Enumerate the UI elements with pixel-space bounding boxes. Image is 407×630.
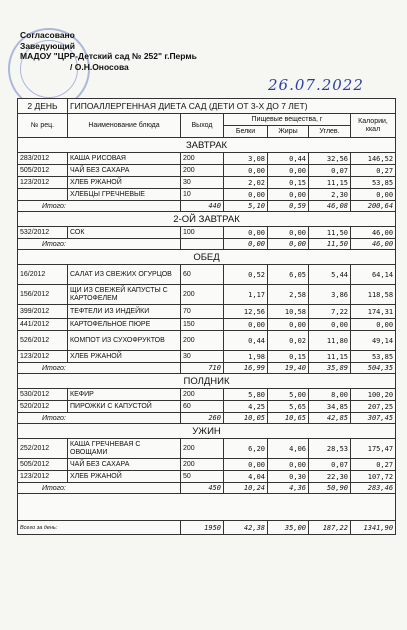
total-fat: 0,00 — [268, 239, 309, 250]
table-row — [18, 265, 396, 285]
dish-name: ХЛЕБ РЖАНОЙ — [68, 177, 181, 189]
fat-value: 2,58 — [268, 285, 309, 305]
total-output — [181, 239, 224, 250]
table-row — [18, 439, 396, 459]
approval-line1: Согласовано — [20, 30, 75, 40]
total-fat: 19,40 — [268, 363, 309, 374]
total-calories: 504,35 — [351, 363, 396, 374]
calories-value: 0,27 — [351, 459, 396, 471]
calories-value: 175,47 — [351, 439, 396, 459]
fat-value: 5,00 — [268, 389, 309, 401]
grand-total-fat: 35,00 — [268, 521, 309, 535]
col-name-header: Наименование блюда — [68, 114, 181, 138]
dish-output: 200 — [181, 331, 224, 351]
fat-value: 0,00 — [268, 227, 309, 239]
table-row — [18, 459, 396, 471]
recipe-number: 123/2012 — [18, 177, 68, 189]
recipe-number: 252/2012 — [18, 439, 68, 459]
dish-name: КОМПОТ ИЗ СУХОФРУКТОВ — [68, 331, 181, 351]
protein-value: 2,02 — [224, 177, 268, 189]
carbs-value: 7,22 — [309, 305, 351, 319]
fat-value: 5,65 — [268, 401, 309, 413]
recipe-number: 123/2012 — [18, 351, 68, 363]
table-row — [18, 189, 396, 201]
protein-value: 3,08 — [224, 153, 268, 165]
section-row — [18, 212, 396, 227]
carbs-value: 2,30 — [309, 189, 351, 201]
grand-total-output: 1950 — [181, 521, 224, 535]
protein-value: 0,44 — [224, 331, 268, 351]
protein-value: 6,20 — [224, 439, 268, 459]
col-protein-header: Белки — [224, 126, 268, 138]
dish-name: КЕФИР — [68, 389, 181, 401]
dish-output: 60 — [181, 265, 224, 285]
fat-value: 0,15 — [268, 351, 309, 363]
protein-value: 5,80 — [224, 389, 268, 401]
total-calories: 283,46 — [351, 483, 396, 494]
dish-name: ХЛЕБЦЫ ГРЕЧНЕВЫЕ — [68, 189, 181, 201]
protein-value: 0,00 — [224, 227, 268, 239]
total-output: 450 — [181, 483, 224, 494]
total-calories: 307,45 — [351, 413, 396, 424]
table-row — [18, 319, 396, 331]
grand-total-protein: 42,38 — [224, 521, 268, 535]
recipe-number: 123/2012 — [18, 471, 68, 483]
total-protein: 10,24 — [224, 483, 268, 494]
fat-value: 0,02 — [268, 331, 309, 351]
recipe-number: 505/2012 — [18, 459, 68, 471]
calories-value: 53,85 — [351, 177, 396, 189]
approval-line4: / О.Н.Оносова — [70, 61, 129, 72]
total-protein: 5,10 — [224, 201, 268, 212]
section-dinner: УЖИН — [18, 424, 396, 439]
total-label: Итого: — [18, 413, 181, 424]
grand-total-carbs: 187,22 — [309, 521, 351, 535]
total-row — [18, 201, 396, 212]
protein-value: 4,25 — [224, 401, 268, 413]
total-output: 710 — [181, 363, 224, 374]
grand-total-label: Всего за день: — [18, 521, 181, 535]
protein-value: 0,00 — [224, 319, 268, 331]
dish-output: 10 — [181, 189, 224, 201]
table-row — [18, 331, 396, 351]
dish-output: 200 — [181, 153, 224, 165]
dish-output: 70 — [181, 305, 224, 319]
carbs-value: 11,50 — [309, 227, 351, 239]
total-carbs: 46,08 — [309, 201, 351, 212]
col-fat-header: Жиры — [268, 126, 309, 138]
total-row — [18, 413, 396, 424]
fat-value: 0,30 — [268, 471, 309, 483]
carbs-value: 5,44 — [309, 265, 351, 285]
dish-output: 200 — [181, 439, 224, 459]
dish-output: 150 — [181, 319, 224, 331]
table-row — [18, 177, 396, 189]
fat-value: 4,06 — [268, 439, 309, 459]
handwritten-date: 26.07.2022 — [268, 76, 364, 94]
approval-line2: Заведующий — [20, 40, 76, 51]
title-row — [18, 99, 396, 114]
calories-value: 0,00 — [351, 319, 396, 331]
total-protein: 0,00 — [224, 239, 268, 250]
spacer-row — [18, 494, 396, 521]
calories-value: 49,14 — [351, 331, 396, 351]
dish-output: 60 — [181, 401, 224, 413]
total-calories: 46,00 — [351, 239, 396, 250]
dish-name: ТЕФТЕЛИ ИЗ ИНДЕЙКИ — [68, 305, 181, 319]
section-breakfast: ЗАВТРАК — [18, 138, 396, 153]
calories-value: 100,20 — [351, 389, 396, 401]
recipe-number: 526/2012 — [18, 331, 68, 351]
recipe-number: 505/2012 — [18, 165, 68, 177]
dish-output: 50 — [181, 471, 224, 483]
dish-name: КАША РИСОВАЯ — [68, 153, 181, 165]
table-row — [18, 227, 396, 239]
recipe-number: 16/2012 — [18, 265, 68, 285]
calories-value: 174,31 — [351, 305, 396, 319]
dish-name: ЩИ ИЗ СВЕЖЕЙ КАПУСТЫ С КАРТОФЕЛЕМ — [68, 285, 181, 305]
table-row — [18, 153, 396, 165]
diet-title: ГИПОАЛЛЕРГЕННАЯ ДИЕТА САД (ДЕТИ ОТ 3-Х ДО 7 ЛЕТ) — [68, 99, 396, 114]
spacer-cell — [18, 494, 396, 521]
recipe-number: 520/2012 — [18, 401, 68, 413]
header-row — [18, 114, 396, 126]
total-carbs: 35,89 — [309, 363, 351, 374]
fat-value: 10,58 — [268, 305, 309, 319]
table-row — [18, 471, 396, 483]
total-carbs: 50,90 — [309, 483, 351, 494]
fat-value: 0,00 — [268, 189, 309, 201]
fat-value: 0,15 — [268, 177, 309, 189]
dish-name: КАША ГРЕЧНЕВАЯ С ОВОЩАМИ — [68, 439, 181, 459]
total-calories: 200,64 — [351, 201, 396, 212]
calories-value: 46,00 — [351, 227, 396, 239]
carbs-value: 11,80 — [309, 331, 351, 351]
fat-value: 0,00 — [268, 319, 309, 331]
dish-name: ЧАЙ БЕЗ САХАРА — [68, 459, 181, 471]
carbs-value: 3,86 — [309, 285, 351, 305]
carbs-value: 11,15 — [309, 351, 351, 363]
approval-line3: МАДОУ "ЦРР-Детский сад № 252" г.Пермь — [20, 51, 197, 61]
protein-value: 0,00 — [224, 189, 268, 201]
recipe-number: 399/2012 — [18, 305, 68, 319]
dish-output: 100 — [181, 227, 224, 239]
dish-output: 200 — [181, 165, 224, 177]
dish-name: СОК — [68, 227, 181, 239]
calories-value: 53,85 — [351, 351, 396, 363]
total-output: 440 — [181, 201, 224, 212]
calories-value: 64,14 — [351, 265, 396, 285]
dish-name: КАРТОФЕЛЬНОЕ ПЮРЕ — [68, 319, 181, 331]
section-row — [18, 374, 396, 389]
table-row — [18, 165, 396, 177]
protein-value: 12,56 — [224, 305, 268, 319]
carbs-value: 28,53 — [309, 439, 351, 459]
table-row — [18, 389, 396, 401]
dish-output: 200 — [181, 459, 224, 471]
carbs-value: 0,07 — [309, 165, 351, 177]
total-output: 260 — [181, 413, 224, 424]
fat-value: 0,00 — [268, 165, 309, 177]
dish-output: 30 — [181, 351, 224, 363]
dish-name: ПИРОЖКИ С КАПУСТОЙ — [68, 401, 181, 413]
section-row — [18, 250, 396, 265]
dish-output: 200 — [181, 285, 224, 305]
carbs-value: 34,85 — [309, 401, 351, 413]
protein-value: 0,00 — [224, 165, 268, 177]
grand-total-row — [18, 521, 396, 535]
protein-value: 0,52 — [224, 265, 268, 285]
total-fat: 10,65 — [268, 413, 309, 424]
calories-value: 146,52 — [351, 153, 396, 165]
total-carbs: 42,85 — [309, 413, 351, 424]
protein-value: 1,98 — [224, 351, 268, 363]
dish-output: 30 — [181, 177, 224, 189]
total-row — [18, 363, 396, 374]
calories-value: 118,58 — [351, 285, 396, 305]
fat-value: 6,05 — [268, 265, 309, 285]
section-lunch: ОБЕД — [18, 250, 396, 265]
dish-name: ХЛЕБ РЖАНОЙ — [68, 471, 181, 483]
carbs-value: 11,15 — [309, 177, 351, 189]
carbs-value: 0,07 — [309, 459, 351, 471]
total-carbs: 11,50 — [309, 239, 351, 250]
total-fat: 0,59 — [268, 201, 309, 212]
section-breakfast2: 2-ОЙ ЗАВТРАК — [18, 212, 396, 227]
fat-value: 0,00 — [268, 459, 309, 471]
carbs-value: 0,00 — [309, 319, 351, 331]
recipe-number — [18, 189, 68, 201]
recipe-number: 156/2012 — [18, 285, 68, 305]
total-label: Итого: — [18, 239, 181, 250]
recipe-number: 530/2012 — [18, 389, 68, 401]
carbs-value: 32,56 — [309, 153, 351, 165]
menu-table — [17, 98, 396, 535]
calories-value: 207,25 — [351, 401, 396, 413]
protein-value: 4,04 — [224, 471, 268, 483]
col-recipe-header: № рец. — [18, 114, 68, 138]
total-fat: 4,36 — [268, 483, 309, 494]
total-row — [18, 239, 396, 250]
recipe-number: 441/2012 — [18, 319, 68, 331]
dish-output: 200 — [181, 389, 224, 401]
dish-name: ЧАЙ БЕЗ САХАРА — [68, 165, 181, 177]
section-snack: ПОЛДНИК — [18, 374, 396, 389]
protein-value: 1,17 — [224, 285, 268, 305]
table-row — [18, 351, 396, 363]
approval-block — [20, 30, 197, 72]
total-label: Итого: — [18, 201, 181, 212]
calories-value: 0,00 — [351, 189, 396, 201]
protein-value: 0,00 — [224, 459, 268, 471]
dish-name: ХЛЕБ РЖАНОЙ — [68, 351, 181, 363]
table-row — [18, 285, 396, 305]
dish-name: САЛАТ ИЗ СВЕЖИХ ОГУРЦОВ — [68, 265, 181, 285]
table-row — [18, 401, 396, 413]
col-output-header: Выход — [181, 114, 224, 138]
section-row — [18, 138, 396, 153]
col-carbs-header: Углев. — [309, 126, 351, 138]
total-row — [18, 483, 396, 494]
table-row — [18, 305, 396, 319]
total-protein: 10,05 — [224, 413, 268, 424]
recipe-number: 532/2012 — [18, 227, 68, 239]
carbs-value: 8,00 — [309, 389, 351, 401]
recipe-number: 283/2012 — [18, 153, 68, 165]
fat-value: 0,44 — [268, 153, 309, 165]
total-label: Итого: — [18, 483, 181, 494]
calories-value: 107,72 — [351, 471, 396, 483]
carbs-value: 22,30 — [309, 471, 351, 483]
section-row — [18, 424, 396, 439]
total-label: Итого: — [18, 363, 181, 374]
col-nutrients-header: Пищевые вещества, г — [224, 114, 351, 126]
grand-total-calories: 1341,90 — [351, 521, 396, 535]
calories-value: 0,27 — [351, 165, 396, 177]
col-calories-header: Калории, ккал — [351, 114, 396, 138]
day-label: 2 ДЕНЬ — [18, 99, 68, 114]
total-protein: 16,99 — [224, 363, 268, 374]
